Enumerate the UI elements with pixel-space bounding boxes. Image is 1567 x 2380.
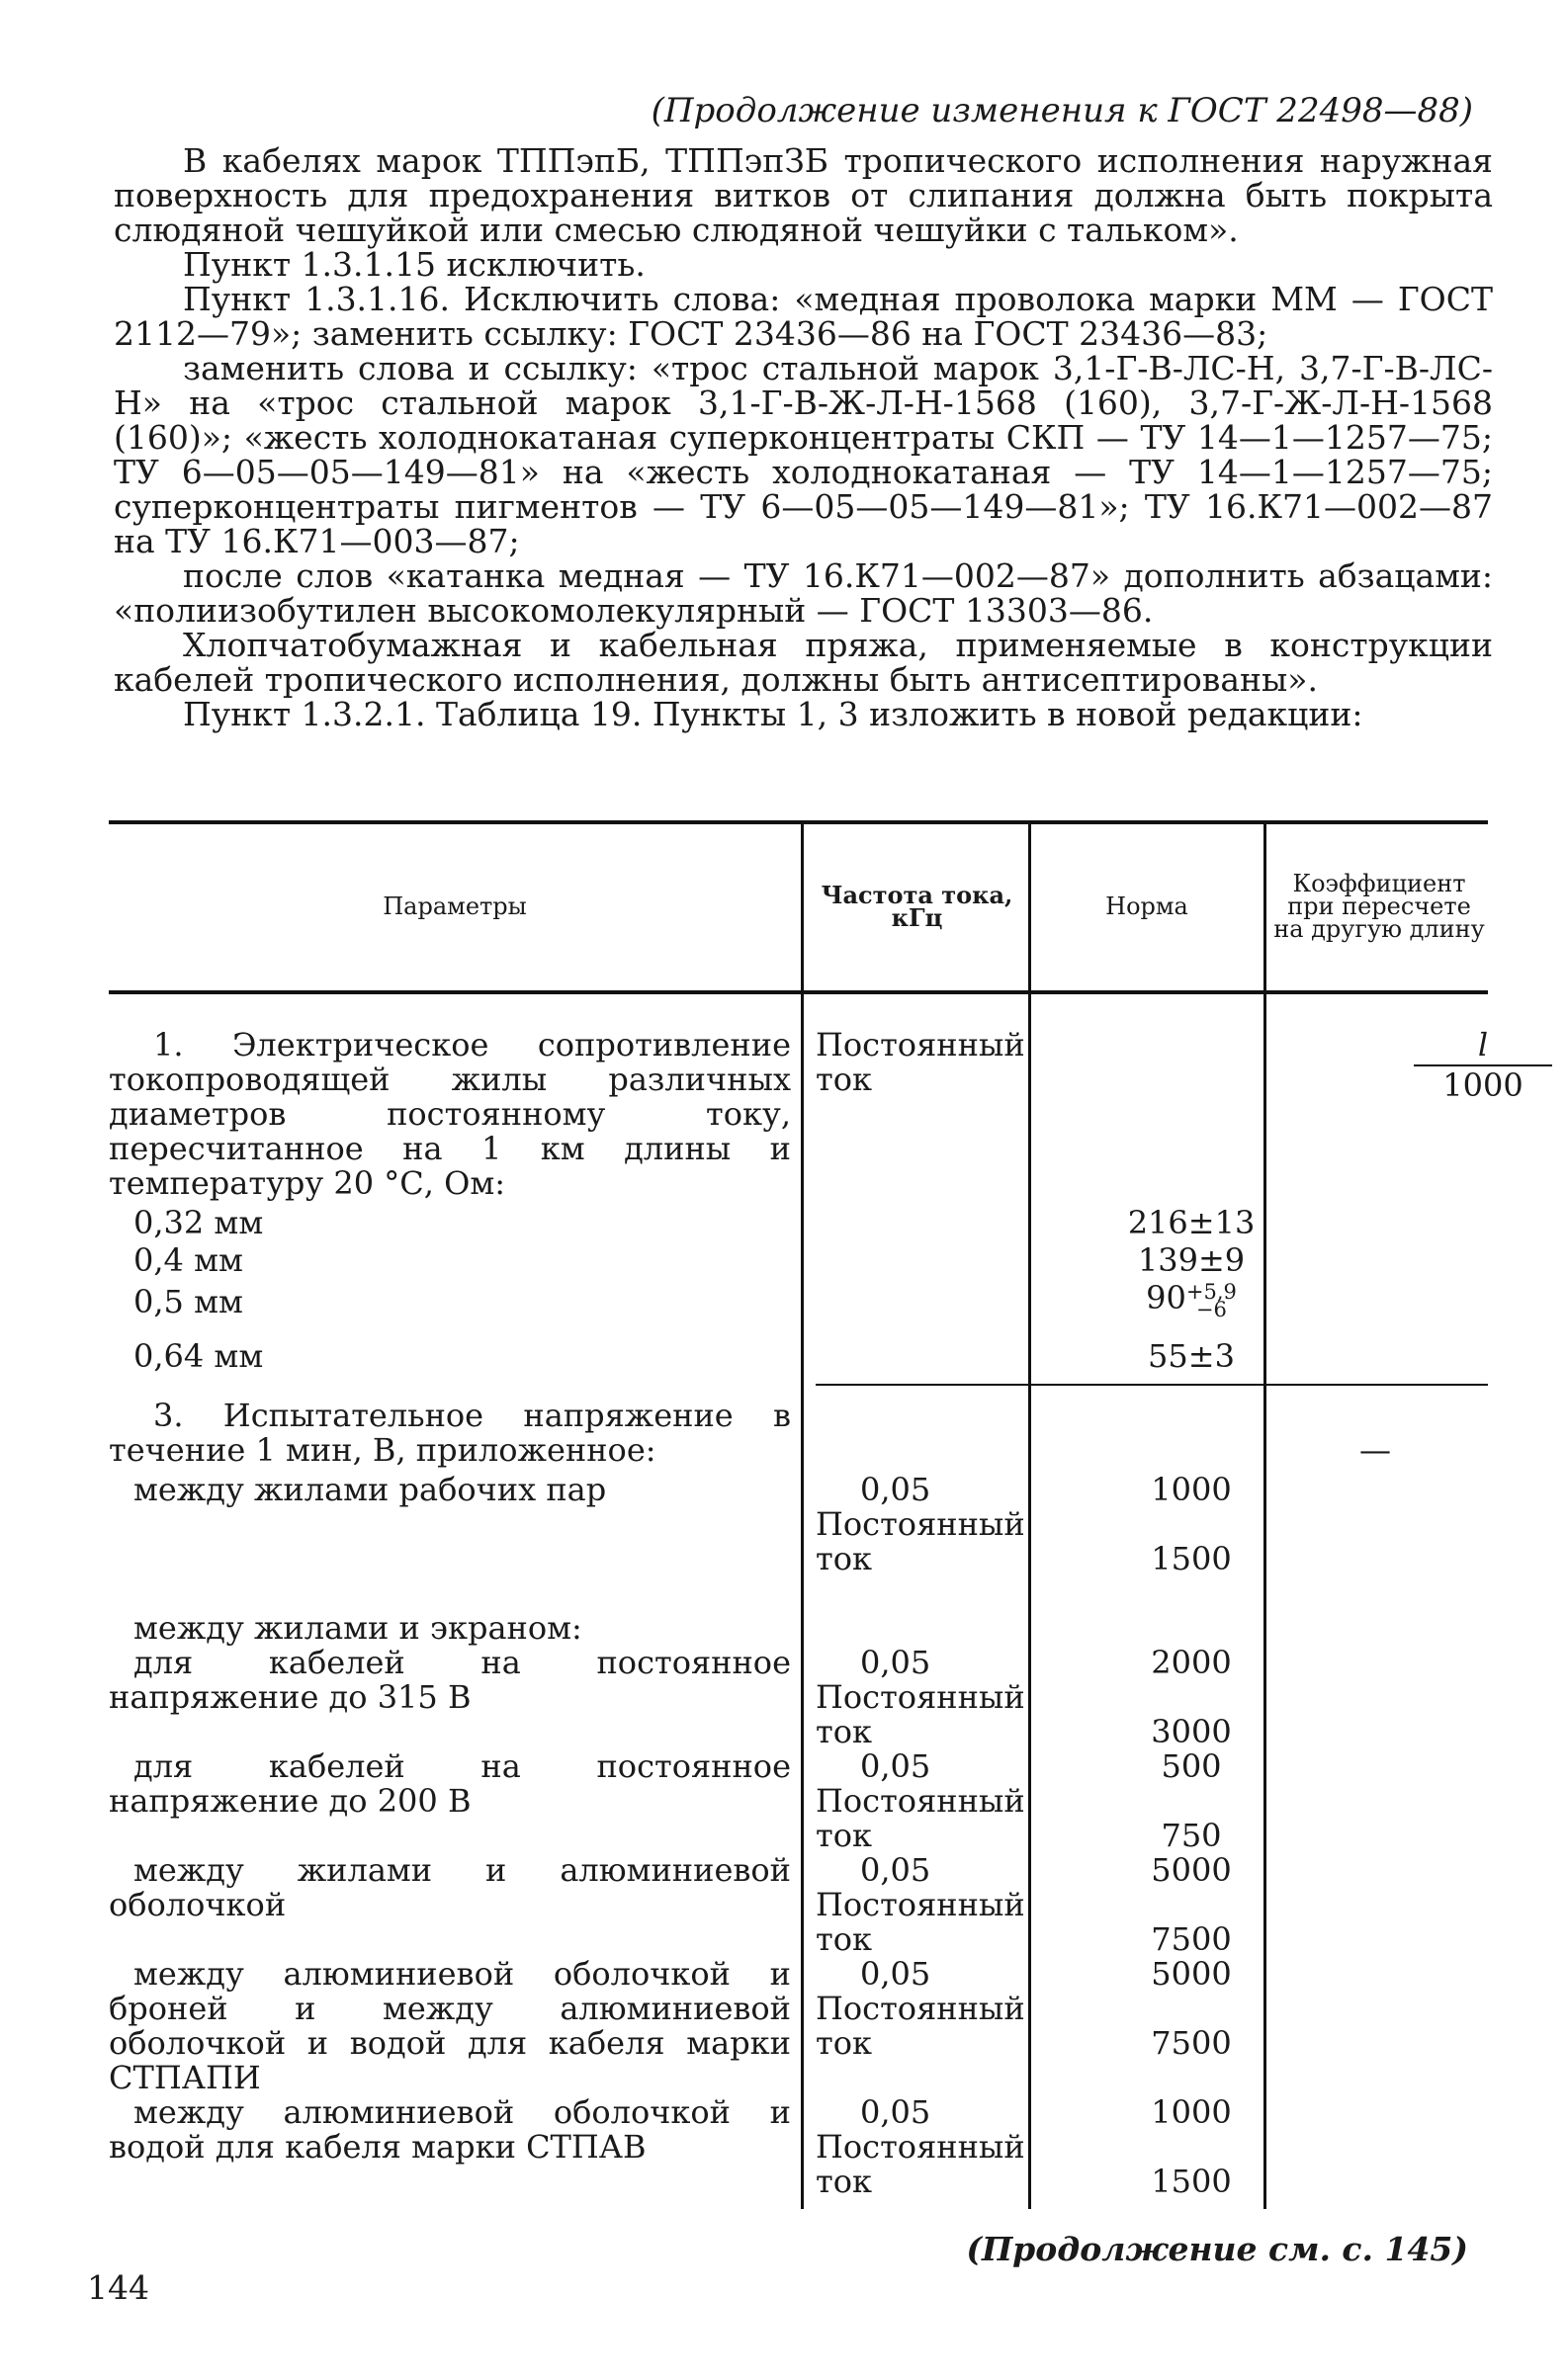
body-text bbox=[114, 143, 1493, 731]
diameter: 0,4 мм bbox=[133, 1241, 243, 1279]
frequency-value: 0,05 bbox=[860, 2093, 931, 2131]
voltage-case-label: между жилами и экраном: bbox=[133, 1609, 582, 1647]
frequency-value: 0,05 bbox=[860, 1955, 931, 1993]
coefficient-denominator: 1000 bbox=[1442, 1066, 1523, 1104]
voltage-case-label: между жилами и алюминиевой оболочкой bbox=[109, 1851, 791, 1923]
table-top-rule bbox=[109, 820, 1488, 824]
continuation-footer: (Продолжение см. с. 145) bbox=[966, 2230, 1468, 2268]
voltage-case-label: между алюминиевой оболочкой и водой для кабеля марки СТПАВ bbox=[109, 2093, 791, 2166]
norm-value: 7500 bbox=[1151, 2024, 1232, 2062]
column-rule bbox=[1263, 820, 1266, 2209]
norm-value: 55±3 bbox=[1148, 1337, 1235, 1375]
paragraph: заменить слова и ссылку: «трос стальной марок 3,1-Г-В-ЛС-Н, 3,7-Г-В-ЛС-Н» на «трос стальной марок 3,1-Г-В-Ж-Л-Н-1568 (160), 3,7-Г-Ж-Л-Н-1568 (160)»; «жесть холоднокатаная суперконцентраты СКП — ТУ 14—1—1257—75; ТУ 6—05—05—149—81» на «жесть холоднокатаная — ТУ 14—1—1257—75; суперконцентраты пигментов — ТУ 6—05—05—149—81»; ТУ 16.К71—002—87 на ТУ 16.К71—003—87; bbox=[114, 349, 1493, 560]
frequency-value: 0,05 bbox=[860, 1471, 931, 1508]
norm-value: 1500 bbox=[1151, 2163, 1232, 2200]
voltage-case-label: для кабелей на постоянное напряжение до 315 В bbox=[109, 1644, 791, 1716]
tolerance-upper: +5,9 bbox=[1185, 1279, 1237, 1304]
norm-base: 90 bbox=[1146, 1279, 1186, 1317]
norm-value: 750 bbox=[1161, 1817, 1222, 1854]
header-frequency: Частота тока, кГц bbox=[821, 881, 1013, 932]
norm-value: 2000 bbox=[1151, 1644, 1232, 1681]
frequency-value: Постоянный ток bbox=[816, 1886, 1025, 1958]
diameter: 0,5 мм bbox=[133, 1283, 243, 1320]
column-rule bbox=[1028, 820, 1031, 2209]
paragraph: Пункт 1.3.1.16. Исключить слова: «медная проволока марки ММ — ГОСТ 2112—79»; заменить ссылку: ГОСТ 23436—86 на ГОСТ 23436—83; bbox=[114, 280, 1493, 353]
norm-value: 7500 bbox=[1151, 1920, 1232, 1958]
frequency-value: Постоянный ток bbox=[816, 1782, 1025, 1854]
paragraph: В кабелях марок ТППэпБ, ТППэпЗБ тропического исполнения наружная поверхность для предохранения витков от слипания должна быть покрыта слюдяной чешуйкой или смесью слюдяной чешуйки с тальком». bbox=[114, 141, 1493, 249]
continuation-header: (Продолжение изменения к ГОСТ 22498—88) bbox=[651, 91, 1473, 130]
norm-value: 1000 bbox=[1151, 2093, 1232, 2131]
row-separator bbox=[816, 1384, 1488, 1386]
row1-coefficient bbox=[1414, 1028, 1552, 1103]
voltage-case-label: для кабелей на постоянное напряжение до 200 В bbox=[109, 1747, 791, 1820]
norm-value: 216±13 bbox=[1127, 1204, 1256, 1241]
frequency-value: 0,05 bbox=[860, 1747, 931, 1785]
header-coefficient: Коэффициент при пересчете на другую длину bbox=[1273, 869, 1485, 943]
header-norm: Норма bbox=[1105, 892, 1188, 920]
page-number: 144 bbox=[87, 2268, 149, 2307]
frequency-value: Постоянный ток bbox=[816, 1505, 1025, 1577]
header-parameters: Параметры bbox=[383, 892, 527, 920]
row1-parameter: 1. Электрическое сопротивление токопроводящей жилы различных диаметров постоянному току, пересчитанное на 1 км длины и температуру 20 °С, Ом: bbox=[109, 1026, 791, 1202]
table-19 bbox=[109, 820, 1523, 2214]
paragraph: после слов «катанка медная — ТУ 16.К71—002—87» дополнить абзацами: «полиизобутилен высокомолекулярный — ГОСТ 13303—86. bbox=[114, 556, 1493, 630]
norm-value: 1000 bbox=[1151, 1471, 1232, 1508]
norm-value: 139±9 bbox=[1137, 1241, 1246, 1279]
frequency-value: Постоянный ток bbox=[816, 2128, 1025, 2200]
norm-value: 5000 bbox=[1151, 1955, 1232, 1993]
coefficient-numerator: l bbox=[1477, 1026, 1489, 1063]
paragraph: Пункт 1.3.2.1. Таблица 19. Пункты 1, 3 изложить в новой редакции: bbox=[183, 695, 1363, 733]
voltage-case-label: между жилами рабочих пар bbox=[133, 1471, 607, 1508]
norm-value: 1500 bbox=[1151, 1540, 1232, 1577]
frequency-value: Постоянный ток bbox=[816, 1678, 1025, 1750]
diameter: 0,64 мм bbox=[133, 1337, 264, 1375]
frequency-value: 0,05 bbox=[860, 1644, 931, 1681]
tolerance-lower: −6 bbox=[1195, 1297, 1227, 1321]
frequency-value: 0,05 bbox=[860, 1851, 931, 1889]
norm-value-tolerance bbox=[1073, 1279, 1310, 1321]
diameter: 0,32 мм bbox=[133, 1204, 264, 1241]
voltage-case-label: между алюминиевой оболочкой и броней и между алюминиевой оболочкой и водой для кабеля марки СТПАПИ bbox=[109, 1955, 791, 2096]
norm-value: 5000 bbox=[1151, 1851, 1232, 1889]
frequency-value: Постоянный ток bbox=[816, 1990, 1025, 2062]
norm-value: 500 bbox=[1161, 1747, 1222, 1785]
paragraph: Пункт 1.3.1.15 исключить. bbox=[183, 245, 646, 284]
table-header-rule bbox=[109, 990, 1488, 994]
norm-value: 3000 bbox=[1151, 1713, 1232, 1750]
column-rule bbox=[801, 820, 804, 2209]
row3-coefficient: — bbox=[1359, 1431, 1391, 1469]
paragraph: Хлопчатобумажная и кабельная пряжа, применяемые в конструкции кабелей тропического исполнения, должны быть антисептированы». bbox=[114, 626, 1493, 699]
row1-frequency: Постоянный ток bbox=[816, 1026, 1025, 1098]
row3-parameter: 3. Испытательное напряжение в течение 1 мин, В, приложенное: bbox=[109, 1397, 791, 1469]
